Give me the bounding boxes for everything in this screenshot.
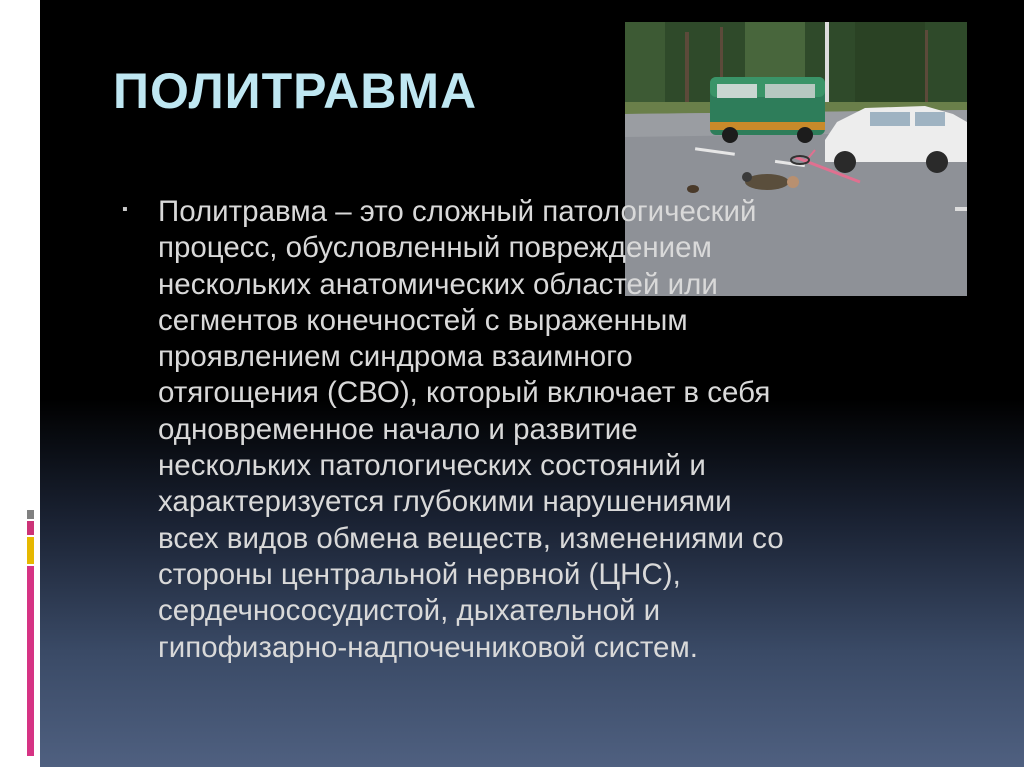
body-line: всех видов обмена веществ, изменениями со — [158, 521, 784, 555]
body-line: отягощения (СВО), который включает в себя — [158, 376, 771, 410]
body-line: нескольких патологических состояний и — [158, 449, 706, 483]
accent-bar-magenta — [27, 566, 34, 756]
body-line: Политравма – это сложный патологический — [158, 195, 757, 228]
body-line: проявлением синдрома взаимного — [158, 340, 633, 374]
body-line: сегментов конечностей с выраженным — [158, 303, 688, 337]
slide-body-text — [158, 194, 958, 666]
body-line: стороны центральной нервной (ЦНС), — [158, 557, 681, 591]
accent-bar-pink — [27, 521, 34, 535]
body-line: одновременное начало и развитие — [158, 412, 638, 446]
bullet-marker: ▪ — [122, 201, 128, 218]
body-line: процесс, обусловленный повреждением — [158, 231, 712, 265]
accent-bar-gray — [27, 510, 34, 519]
body-line: гипофизарно-надпочечниковой систем. — [158, 630, 698, 664]
body-line: сердечнососудистой, дыхательной и — [158, 594, 661, 628]
presentation-slide — [40, 0, 1024, 767]
slide-left-margin — [0, 0, 40, 767]
accent-bar-yellow — [27, 537, 34, 564]
slide-title: ПОЛИТРАВМА — [113, 63, 478, 119]
body-line: нескольких анатомических областей или — [158, 267, 718, 301]
body-line: характеризуется глубокими нарушениями — [158, 485, 732, 519]
